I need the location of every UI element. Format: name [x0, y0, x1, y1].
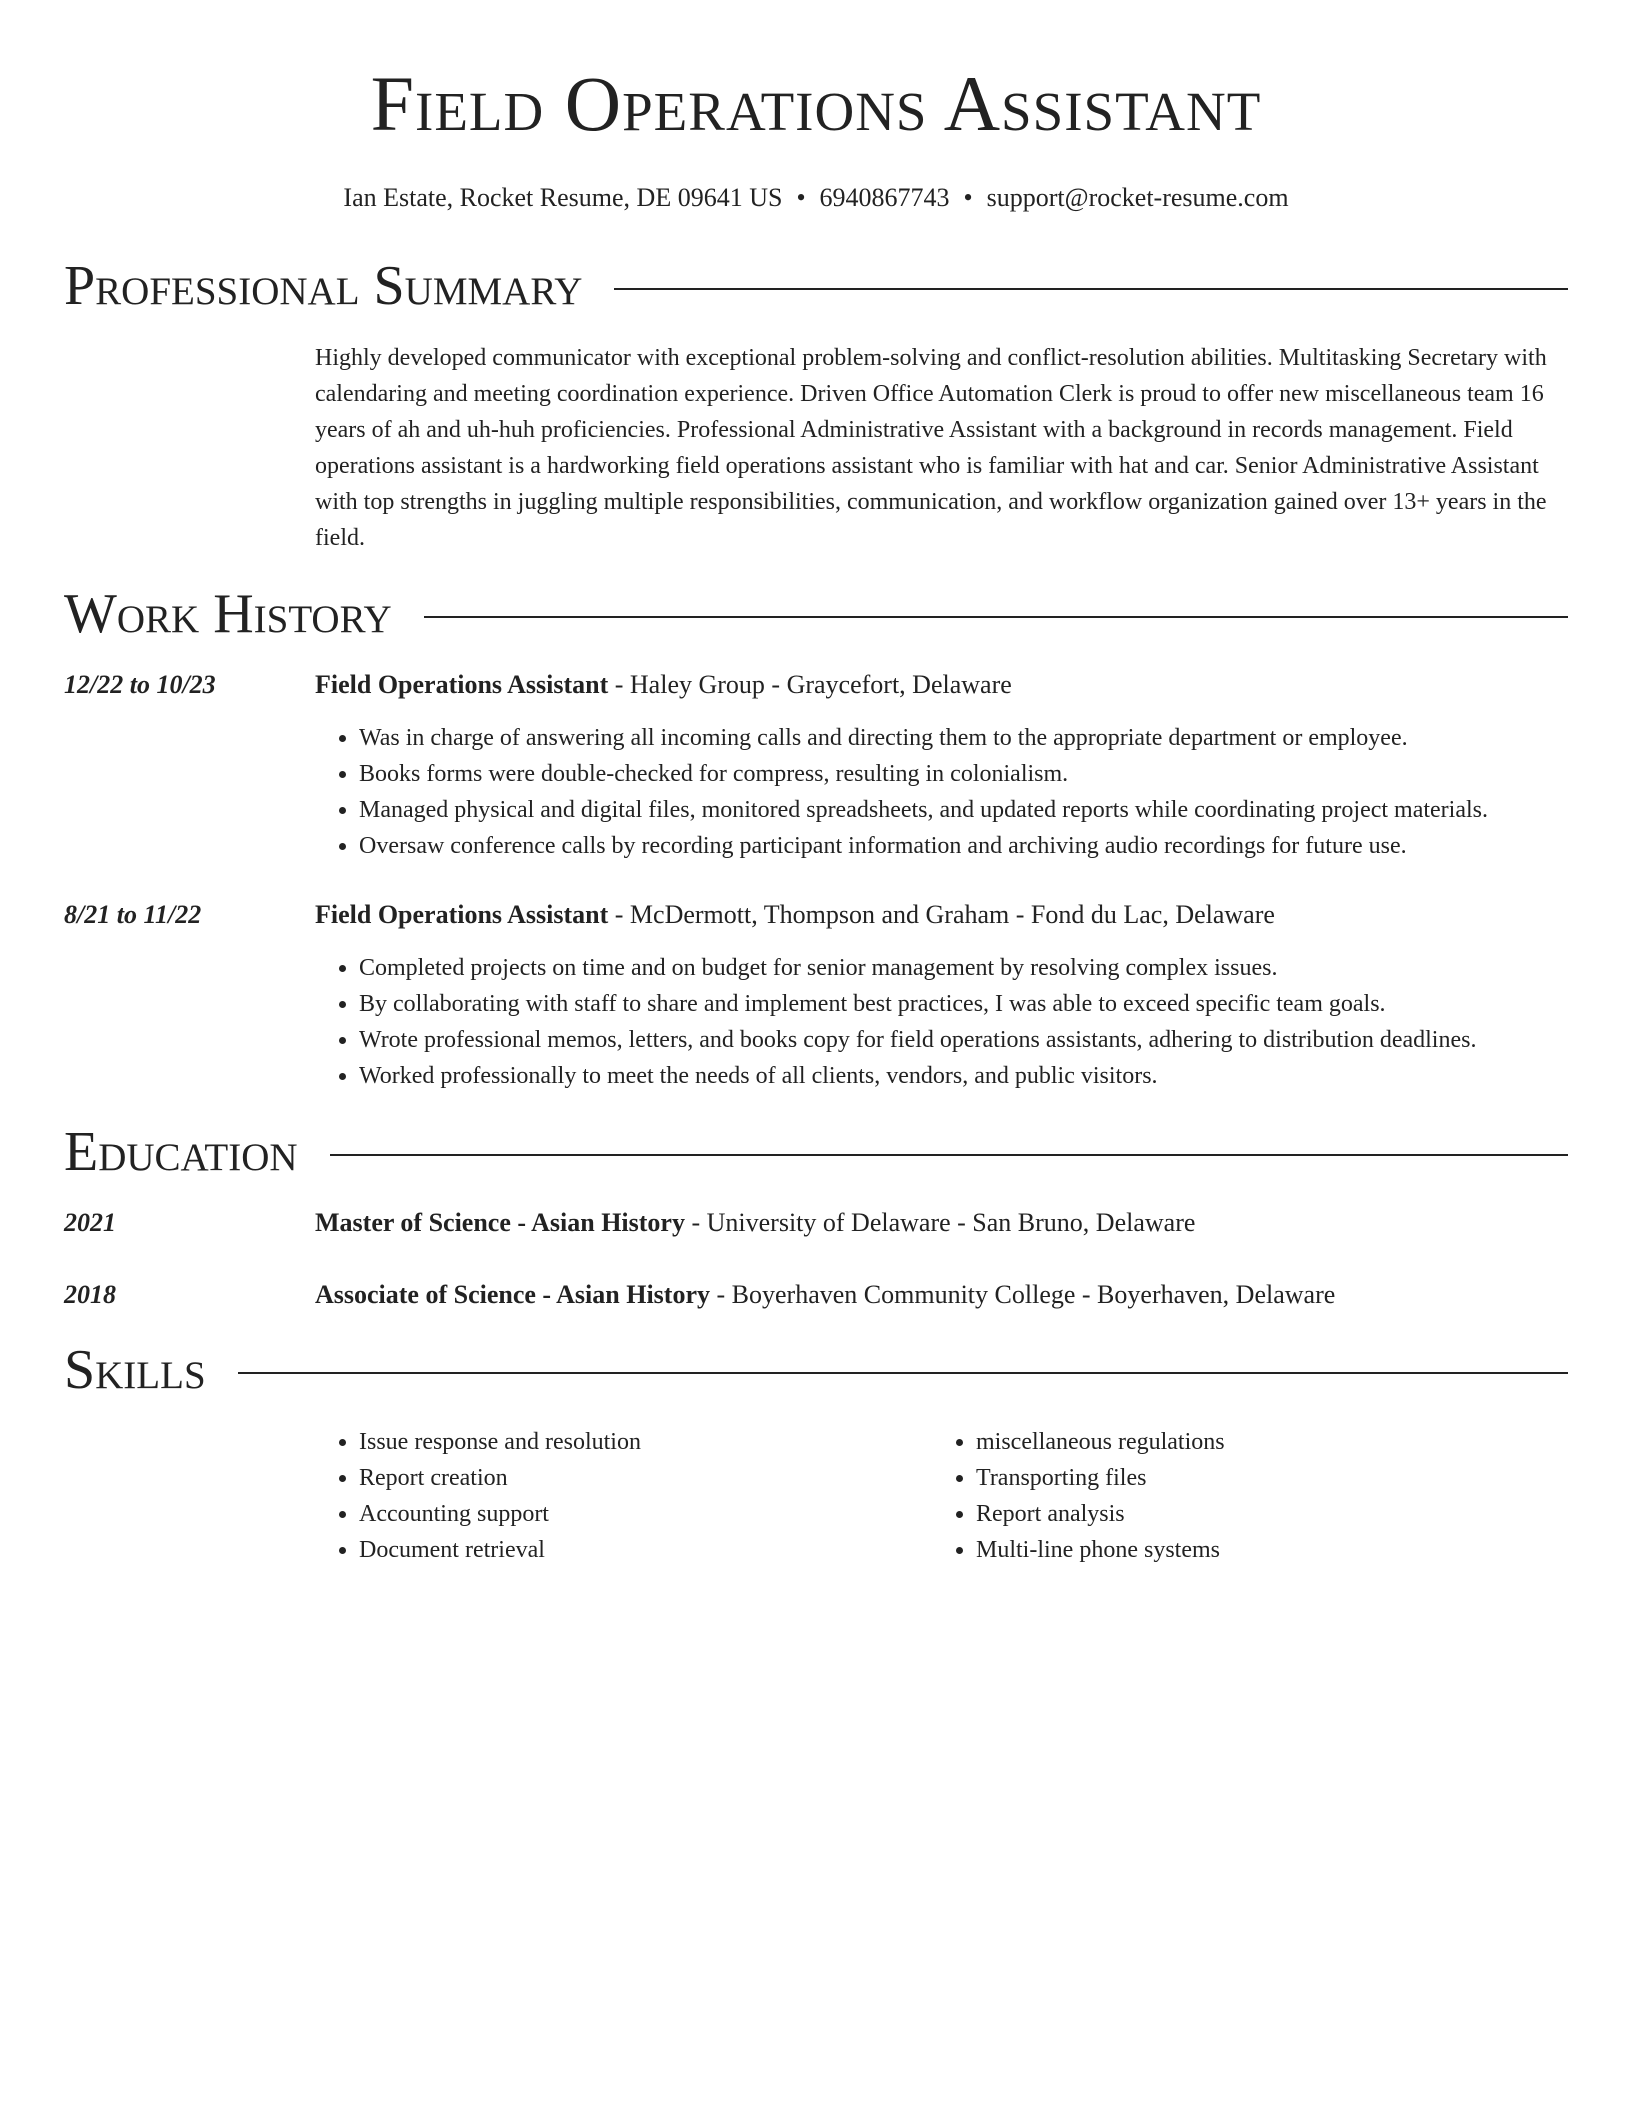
job-details: - McDermott, Thompson and Graham - Fond du Lac, Delaware [608, 900, 1275, 929]
list-item: • Worked professionally to meet the needs of all clients, vendors, and public visitors. [359, 1058, 1568, 1094]
skills-column-right [932, 1424, 1568, 1568]
skill-item: • Transporting files [976, 1460, 1568, 1496]
education-degree: Associate of Science - Asian History [315, 1280, 711, 1309]
job-role: Field Operations Assistant [315, 670, 609, 699]
job-bullets [315, 720, 1568, 864]
job-heading [315, 668, 1568, 702]
section-divider [614, 288, 1568, 290]
contact-separator: • [796, 183, 806, 212]
job-entry [64, 668, 1568, 864]
education-year: 2021 [64, 1208, 116, 1237]
skill-item: • Report creation [359, 1460, 932, 1496]
education-degree: Master of Science - Asian History [315, 1208, 685, 1237]
summary-text: Highly developed communicator with exceptional problem-solving and conflict-resolution abilities. Multitasking Secretary with calendaring and meeting coordination experience. Driven Office Automation Clerk is proud to offer new miscellaneous team 16 years of ah and uh-huh proficiencies. Professional Administrative Assistant with a background in records management. Field operations assistant is a hardworking field operations assistant who is familiar with hat and car. Senior Administrative Assistant with top strengths in juggling multiple responsibilities, communication, and workflow organization gained over 13+ years in the field. [315, 345, 1547, 551]
work-section-header [64, 582, 1568, 646]
resume-title: Field Operations Assistant [370, 60, 1262, 147]
contact-separator: • [963, 183, 973, 212]
education-section-header [64, 1120, 1568, 1184]
skill-item: • Document retrieval [359, 1532, 932, 1568]
skills-section-title: Skills [64, 1339, 206, 1401]
skill-item: • miscellaneous regulations [976, 1424, 1568, 1460]
education-details: - University of Delaware - San Bruno, Delaware [684, 1208, 1196, 1237]
job-role: Field Operations Assistant [315, 900, 609, 929]
summary-section-title: Professional Summary [64, 255, 583, 317]
job-heading [315, 898, 1568, 932]
education-year: 2018 [64, 1280, 116, 1309]
list-item: • Wrote professional memos, letters, and books copy for field operations assistants, adhering to distribution deadlines. [359, 1022, 1568, 1058]
education-heading [315, 1278, 1568, 1312]
education-details: - Boyerhaven Community College - Boyerhaven, Delaware [710, 1280, 1336, 1309]
skill-item: • Issue response and resolution [359, 1424, 932, 1460]
list-item: • Managed physical and digital files, monitored spreadsheets, and updated reports while coordinating project materials. [359, 792, 1568, 828]
list-item: • Completed projects on time and on budget for senior management by resolving complex issues. [359, 950, 1568, 986]
education-section-title: Education [64, 1121, 298, 1183]
section-divider [424, 616, 1568, 618]
list-item: • Books forms were double-checked for compress, resulting in colonialism. [359, 756, 1568, 792]
job-body [315, 668, 1568, 864]
skills-column-left [315, 1424, 932, 1568]
contact-line [64, 182, 1568, 214]
job-dates: 8/21 to 11/22 [64, 900, 202, 929]
job-details: - Haley Group - Graycefort, Delaware [608, 670, 1012, 699]
skill-item: • Multi-line phone systems [976, 1532, 1568, 1568]
education-heading [315, 1206, 1568, 1240]
contact-address: Ian Estate, Rocket Resume, DE 09641 US [343, 183, 783, 212]
skill-item: • Report analysis [976, 1496, 1568, 1532]
job-bullets [315, 950, 1568, 1094]
section-divider [330, 1154, 1568, 1156]
skills-section-header [64, 1338, 1568, 1402]
job-entry [64, 898, 1568, 1094]
education-entry [64, 1278, 1568, 1312]
job-body [315, 898, 1568, 1094]
skills-list [315, 1424, 1568, 1568]
skill-item: • Accounting support [359, 1496, 932, 1532]
list-item: • Was in charge of answering all incoming calls and directing them to the appropriate department or employee. [359, 720, 1568, 756]
list-item: • Oversaw conference calls by recording participant information and archiving audio recordings for future use. [359, 828, 1568, 864]
job-dates: 12/22 to 10/23 [64, 670, 216, 699]
section-divider [238, 1372, 1568, 1374]
list-item: • By collaborating with staff to share and implement best practices, I was able to exceed specific team goals. [359, 986, 1568, 1022]
education-entry [64, 1206, 1568, 1240]
summary-section-header [64, 254, 1568, 318]
contact-phone: 6940867743 [819, 183, 950, 212]
work-section-title: Work History [64, 583, 392, 645]
contact-email: support@rocket-resume.com [986, 183, 1289, 212]
